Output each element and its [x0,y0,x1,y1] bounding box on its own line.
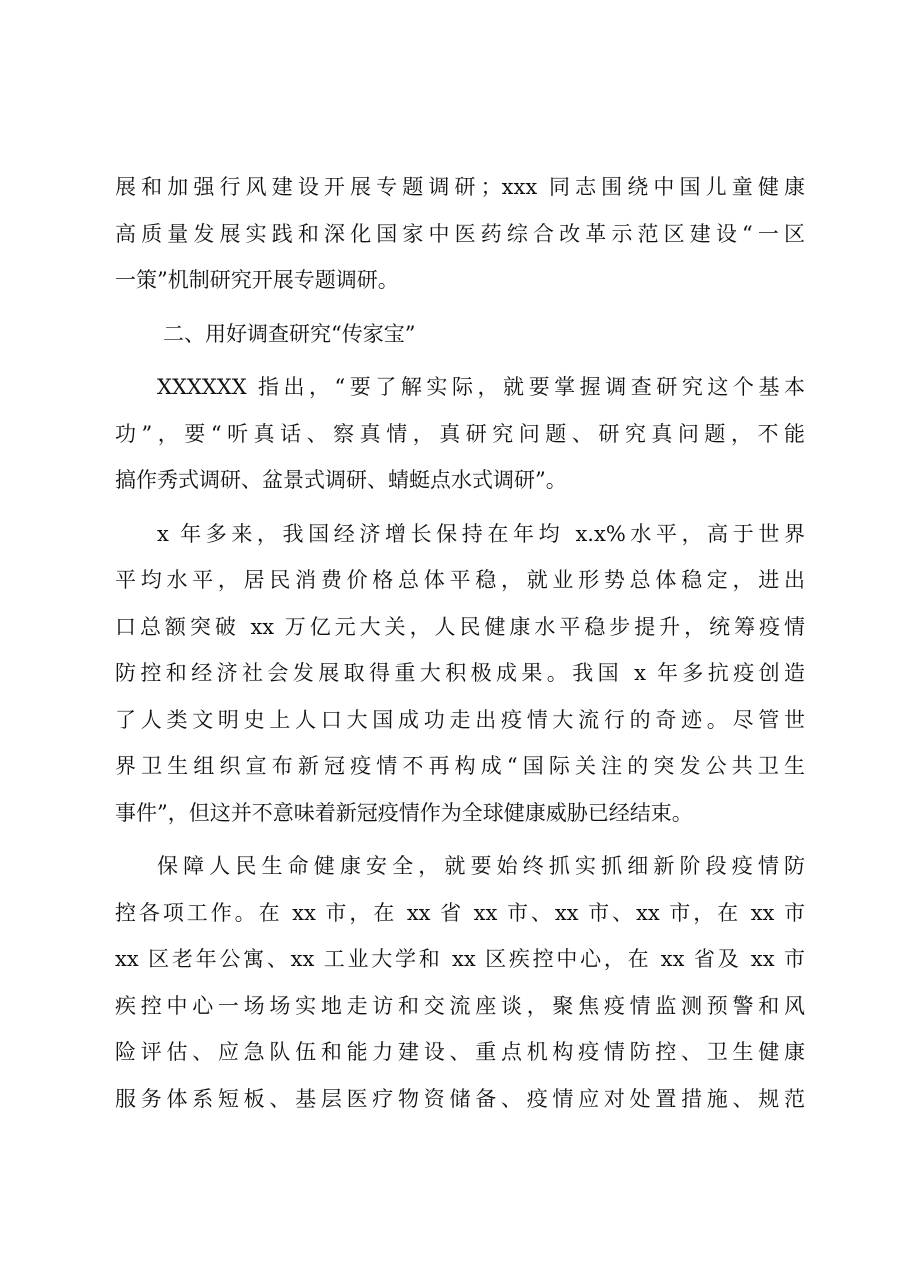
text-line: 搞作秀式调研、盆景式调研、蜻蜓点水式调研”。 [115,468,567,492]
paragraph-economy [115,511,805,837]
text-line: 防控和经济社会发展取得重大积极成果。我国 x 年多抗疫创造 [115,661,805,685]
paragraph-health-safety [115,843,805,1122]
text-line: 事件”，但这并不意味着新冠疫情作为全球健康威胁已经结束。 [115,800,693,825]
text-line: 口总额突破 xx 万亿元大关，人民健康水平稳步提升，统筹疫情 [115,614,805,639]
text-line: 了人类文明史上人口大国成功走出疫情大流行的奇迹。尽管世 [115,707,805,732]
text-line: 高质量发展实践和深化国家中医药综合改革示范区建设“一区 [115,221,805,246]
text-line: 一策”机制研究开展专题调研。 [115,268,399,292]
text-line: 控各项工作。在 xx 市，在 xx 省 xx 市、xx 市、xx 市，在 xx 市 [115,900,805,925]
paragraph-quote [115,364,805,504]
text-line: 疾控中心一场场实地走访和交流座谈，聚焦疫情监测预警和风 [115,993,805,1018]
paragraph-continued [115,164,805,304]
text-line: 保障人民生命健康安全，就要始终抓实抓细新阶段疫情防 [157,854,805,878]
text-line: 展和加强行风建设开展专题调研；xxx 同志围绕中国儿童健康 [115,175,805,199]
text-line: XXXXXX 指出，“要了解实际，就要掌握调查研究这个基本 [157,375,805,399]
text-line: x 年多来，我国经济增长保持在年均 x.x%水平，高于世界 [157,521,805,546]
text-line: 界卫生组织宣布新冠疫情不再构成“国际关注的突发公共卫生 [115,754,805,778]
text-line: xx 区老年公寓、xx 工业大学和 xx 区疾控中心，在 xx 省及 xx 市 [115,947,805,971]
document-body [115,164,805,1122]
text-line: 功”，要“听真话、察真情，真研究问题、研究真问题，不能 [115,421,805,446]
text-line: 平均水平，居民消费价格总体平稳，就业形势总体稳定，进出 [115,568,805,592]
section-heading: 二、用好调查研究“传家宝” [163,321,416,346]
text-line: 险评估、应急队伍和能力建设、重点机构疫情防控、卫生健康 [115,1040,805,1064]
text-line: 服务体系短板、基层医疗物资储备、疫情应对处置措施、规范 [115,1086,805,1111]
